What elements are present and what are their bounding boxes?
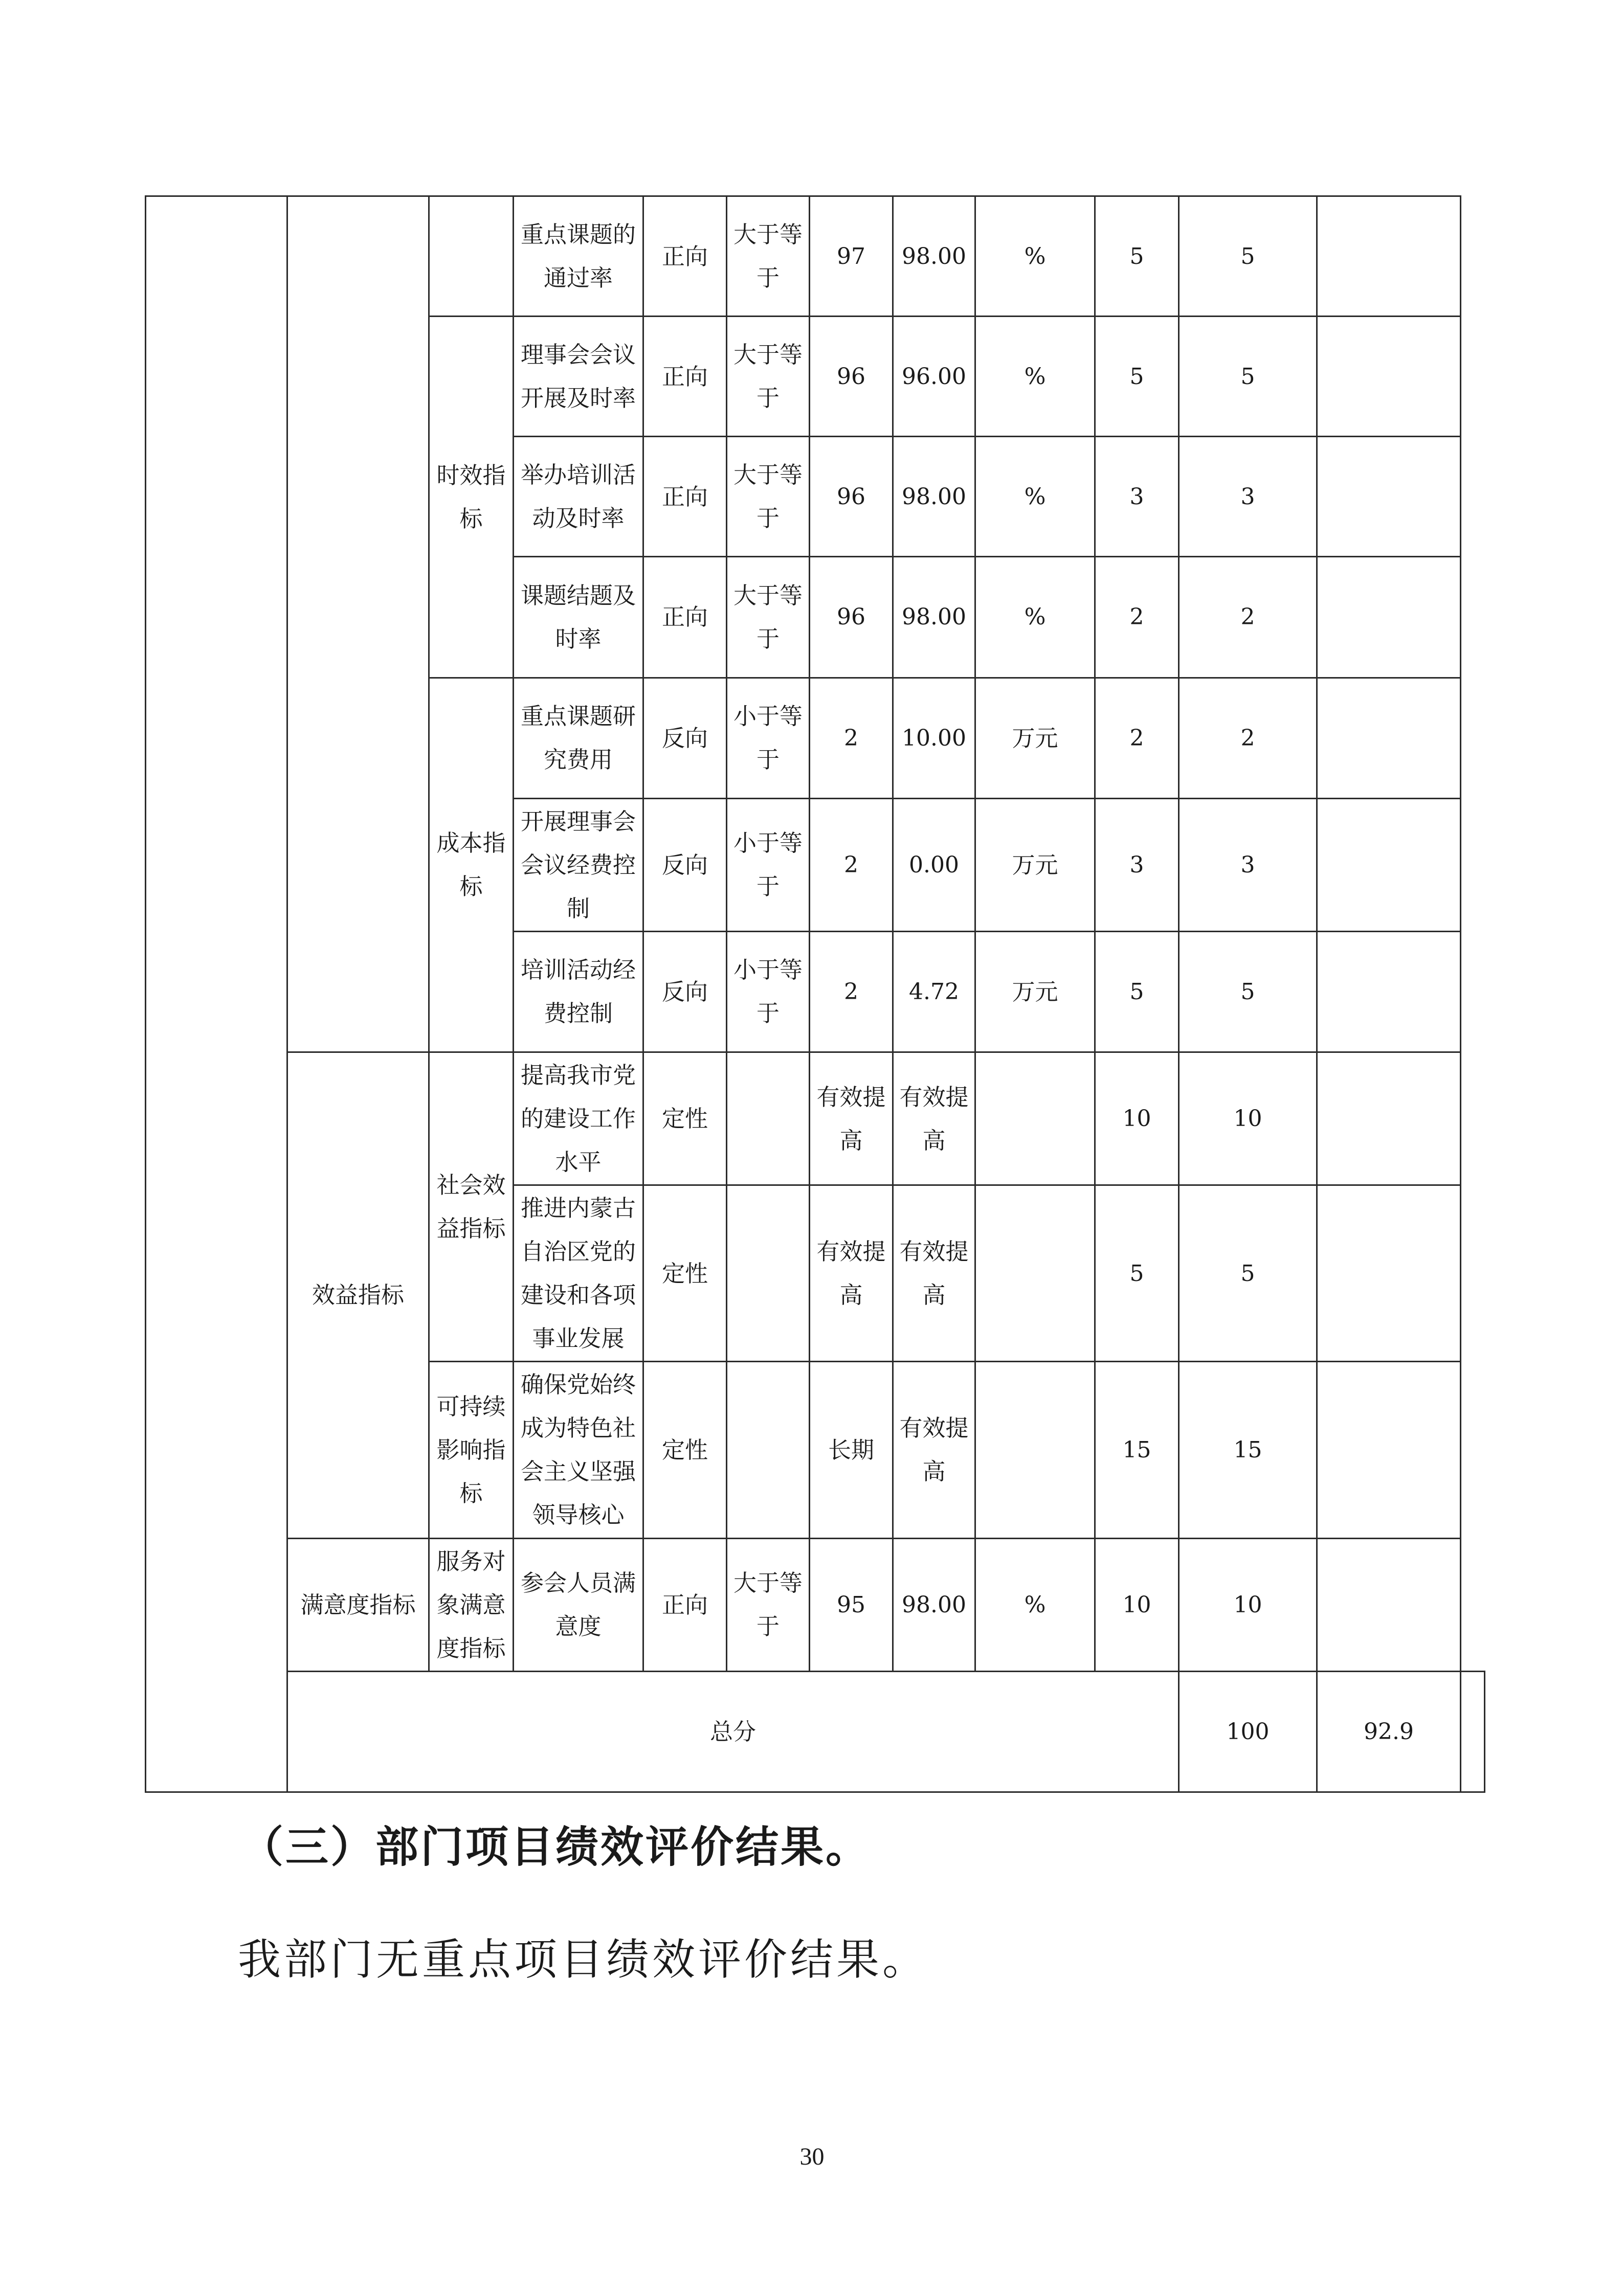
indicator-actual: 有效提高 bbox=[893, 1362, 975, 1538]
indicator-actual: 98.00 bbox=[893, 196, 975, 317]
indicator-actual: 98.00 bbox=[893, 557, 975, 678]
indicator-note bbox=[1317, 1362, 1461, 1538]
indicator-score: 2 bbox=[1179, 678, 1317, 798]
indicator-target: 95 bbox=[810, 1538, 893, 1671]
indicator-unit: % bbox=[975, 437, 1095, 557]
section-heading: （三）部门项目绩效评价结果。 bbox=[240, 1822, 871, 1872]
indicator-score: 2 bbox=[1179, 557, 1317, 678]
l2-indicator-output bbox=[287, 196, 429, 1052]
indicator-operator: 大于等于 bbox=[727, 1538, 810, 1671]
indicator-score: 15 bbox=[1179, 1362, 1317, 1538]
indicator-note bbox=[1317, 1185, 1461, 1362]
indicator-target: 有效提高 bbox=[810, 1185, 893, 1362]
l3-indicator-cost: 成本指标 bbox=[429, 678, 514, 1052]
l3-indicator-sustain: 可持续影响指标 bbox=[429, 1362, 514, 1538]
indicator-score: 5 bbox=[1179, 931, 1317, 1052]
indicator-unit bbox=[975, 1185, 1095, 1362]
indicator-target: 2 bbox=[810, 931, 893, 1052]
indicator-weight: 3 bbox=[1095, 437, 1179, 557]
indicator-note bbox=[1317, 678, 1461, 798]
indicator-actual: 10.00 bbox=[893, 678, 975, 798]
indicator-note bbox=[1317, 437, 1461, 557]
indicator-note bbox=[1317, 1052, 1461, 1185]
indicator-operator: 小于等于 bbox=[727, 798, 810, 931]
indicator-unit: 万元 bbox=[975, 798, 1095, 931]
indicator-target: 长期 bbox=[810, 1362, 893, 1538]
l3-indicator-social: 社会效益指标 bbox=[429, 1052, 514, 1362]
indicator-unit: % bbox=[975, 317, 1095, 437]
table-row bbox=[146, 1538, 1485, 1671]
table-row bbox=[146, 196, 1485, 317]
indicator-direction: 正向 bbox=[643, 317, 727, 437]
l3-indicator-timeliness: 时效指标 bbox=[429, 317, 514, 678]
indicator-weight: 5 bbox=[1095, 1185, 1179, 1362]
l2-indicator-benefit: 效益指标 bbox=[287, 1052, 429, 1539]
indicator-unit: % bbox=[975, 196, 1095, 317]
total-score: 92.9 bbox=[1317, 1671, 1461, 1792]
indicator-direction: 反向 bbox=[643, 678, 727, 798]
indicator-actual: 98.00 bbox=[893, 437, 975, 557]
indicator-direction: 正向 bbox=[643, 437, 727, 557]
l3-indicator-quality bbox=[429, 196, 514, 317]
indicator-weight: 2 bbox=[1095, 678, 1179, 798]
indicator-target: 2 bbox=[810, 798, 893, 931]
indicator-target: 96 bbox=[810, 437, 893, 557]
indicator-actual: 96.00 bbox=[893, 317, 975, 437]
total-label: 总分 bbox=[287, 1671, 1179, 1792]
indicator-note bbox=[1317, 798, 1461, 931]
indicator-note bbox=[1317, 1538, 1461, 1671]
indicator-name: 参会人员满意度 bbox=[514, 1538, 643, 1671]
indicator-score: 10 bbox=[1179, 1538, 1317, 1671]
body-paragraph: 我部门无重点项目绩效评价结果。 bbox=[238, 1934, 929, 1985]
indicator-actual: 有效提高 bbox=[893, 1185, 975, 1362]
total-row bbox=[146, 1671, 1485, 1792]
performance-table bbox=[145, 195, 1485, 1793]
indicator-actual: 4.72 bbox=[893, 931, 975, 1052]
indicator-direction: 正向 bbox=[643, 1538, 727, 1671]
indicator-direction: 正向 bbox=[643, 196, 727, 317]
indicator-operator: 小于等于 bbox=[727, 931, 810, 1052]
indicator-weight: 10 bbox=[1095, 1538, 1179, 1671]
indicator-name: 举办培训活动及时率 bbox=[514, 437, 643, 557]
indicator-weight: 15 bbox=[1095, 1362, 1179, 1538]
indicator-target: 96 bbox=[810, 557, 893, 678]
indicator-actual: 有效提高 bbox=[893, 1052, 975, 1185]
indicator-direction: 反向 bbox=[643, 931, 727, 1052]
indicator-name: 重点课题研究费用 bbox=[514, 678, 643, 798]
indicator-unit: 万元 bbox=[975, 931, 1095, 1052]
l3-indicator-service: 服务对象满意度指标 bbox=[429, 1538, 514, 1671]
indicator-operator bbox=[727, 1362, 810, 1538]
indicator-operator bbox=[727, 1052, 810, 1185]
indicator-direction: 定性 bbox=[643, 1185, 727, 1362]
indicator-score: 3 bbox=[1179, 798, 1317, 931]
indicator-operator: 大于等于 bbox=[727, 437, 810, 557]
indicator-target: 96 bbox=[810, 317, 893, 437]
indicator-direction: 定性 bbox=[643, 1362, 727, 1538]
indicator-weight: 2 bbox=[1095, 557, 1179, 678]
indicator-score: 5 bbox=[1179, 1185, 1317, 1362]
indicator-score: 5 bbox=[1179, 317, 1317, 437]
indicator-target: 有效提高 bbox=[810, 1052, 893, 1185]
indicator-direction: 定性 bbox=[643, 1052, 727, 1185]
indicator-name: 培训活动经费控制 bbox=[514, 931, 643, 1052]
indicator-unit: % bbox=[975, 557, 1095, 678]
indicator-target: 2 bbox=[810, 678, 893, 798]
indicator-score: 10 bbox=[1179, 1052, 1317, 1185]
indicator-weight: 5 bbox=[1095, 317, 1179, 437]
indicator-direction: 正向 bbox=[643, 557, 727, 678]
indicator-operator: 大于等于 bbox=[727, 196, 810, 317]
indicator-weight: 5 bbox=[1095, 196, 1179, 317]
indicator-weight: 3 bbox=[1095, 798, 1179, 931]
indicator-score: 5 bbox=[1179, 196, 1317, 317]
indicator-unit bbox=[975, 1052, 1095, 1185]
indicator-note bbox=[1317, 931, 1461, 1052]
total-note bbox=[1461, 1671, 1485, 1792]
indicator-operator: 小于等于 bbox=[727, 678, 810, 798]
indicator-weight: 5 bbox=[1095, 931, 1179, 1052]
indicator-target: 97 bbox=[810, 196, 893, 317]
indicator-note bbox=[1317, 196, 1461, 317]
l1-indicator-cell bbox=[146, 196, 287, 1792]
indicator-direction: 反向 bbox=[643, 798, 727, 931]
indicator-name: 确保党始终成为特色社会主义坚强领导核心 bbox=[514, 1362, 643, 1538]
indicator-actual: 0.00 bbox=[893, 798, 975, 931]
indicator-name: 重点课题的通过率 bbox=[514, 196, 643, 317]
indicator-operator bbox=[727, 1185, 810, 1362]
indicator-name: 提高我市党的建设工作水平 bbox=[514, 1052, 643, 1185]
total-weight: 100 bbox=[1179, 1671, 1317, 1792]
indicator-operator: 大于等于 bbox=[727, 557, 810, 678]
indicator-name: 开展理事会会议经费控制 bbox=[514, 798, 643, 931]
indicator-unit: 万元 bbox=[975, 678, 1095, 798]
indicator-name: 推进内蒙古自治区党的建设和各项事业发展 bbox=[514, 1185, 643, 1362]
indicator-unit: % bbox=[975, 1538, 1095, 1671]
indicator-operator: 大于等于 bbox=[727, 317, 810, 437]
table-row bbox=[146, 1052, 1485, 1185]
l2-indicator-satisfaction: 满意度指标 bbox=[287, 1538, 429, 1671]
indicator-score: 3 bbox=[1179, 437, 1317, 557]
indicator-note bbox=[1317, 557, 1461, 678]
indicator-name: 课题结题及时率 bbox=[514, 557, 643, 678]
indicator-name: 理事会会议开展及时率 bbox=[514, 317, 643, 437]
page-number: 30 bbox=[799, 2143, 825, 2170]
indicator-note bbox=[1317, 317, 1461, 437]
indicator-weight: 10 bbox=[1095, 1052, 1179, 1185]
indicator-unit bbox=[975, 1362, 1095, 1538]
indicator-actual: 98.00 bbox=[893, 1538, 975, 1671]
